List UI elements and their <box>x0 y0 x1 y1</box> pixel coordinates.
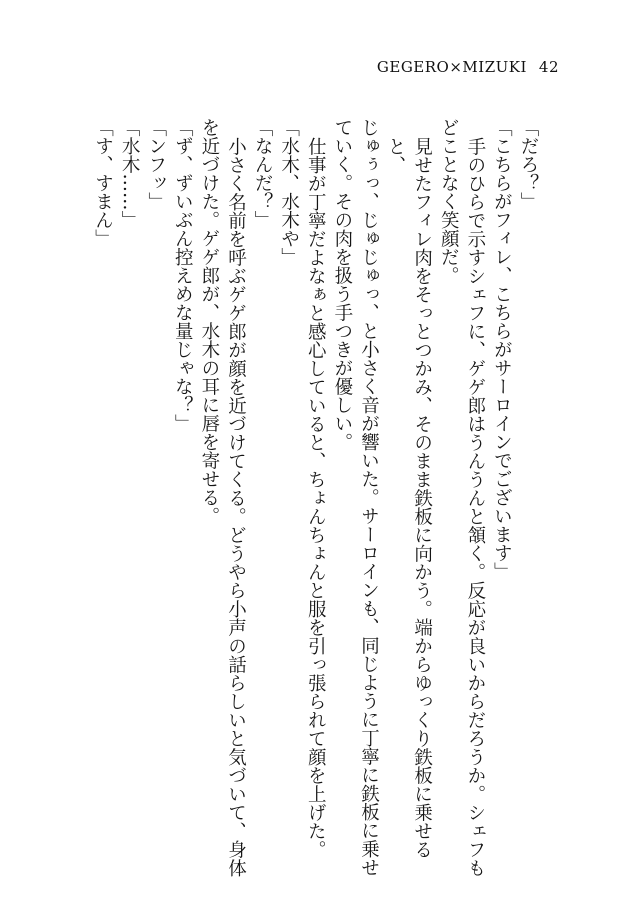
text-line: 「す、すまん」 <box>92 118 114 248</box>
text-line: 見せたフィレ肉をそっとつかみ、そのまま鉄板に向かう。端からゆっくり鉄板に乗せると、 <box>385 136 433 858</box>
text-line: 手のひらで示すシェフに、ゲゲ郎はうんうんと頷く。反応が良いからだろうか。シェフも <box>464 136 486 877</box>
header-title: GEGERO×MIZUKI <box>376 58 527 76</box>
body-text <box>89 118 541 878</box>
text-line: 仕事が丁寧だよなぁと感心していると、ちょんちょんと服を引っ張られて顔を上げた。 <box>305 136 327 858</box>
text-line: 小さく名前を呼ぶゲゲ郎が顔を近づけてくる。どうやら小声の話らしいと気づいて、身体 <box>225 136 247 877</box>
text-line: 「だろ？」 <box>518 118 539 211</box>
text-line: どことなく笑顔だ。 <box>438 118 460 285</box>
page-number: 42 <box>538 58 559 76</box>
text-line: 「ず、ずいぶん控えめな量じゃな？」 <box>172 118 194 433</box>
text-line: 「水木……」 <box>119 118 141 229</box>
text-line: 「なんだ？」 <box>252 118 274 229</box>
text-line: じゅぅっ、じゅじゅっ、と小さく音が響いた。サーロインも、同じように丁寧に鉄板に乗せ <box>358 118 380 877</box>
text-line: 「こちらがフィレ、こちらがサーロインでございます」 <box>491 118 513 581</box>
running-header <box>377 58 559 76</box>
text-line: 「水木、水木や」 <box>278 118 300 266</box>
text-line: ていく。その肉を扱う手つきが優しい。 <box>331 118 353 451</box>
text-line: を近づけた。ゲゲ郎が、水木の耳に唇を寄せる。 <box>198 118 220 525</box>
text-line: 「ンフッ」 <box>145 118 167 211</box>
